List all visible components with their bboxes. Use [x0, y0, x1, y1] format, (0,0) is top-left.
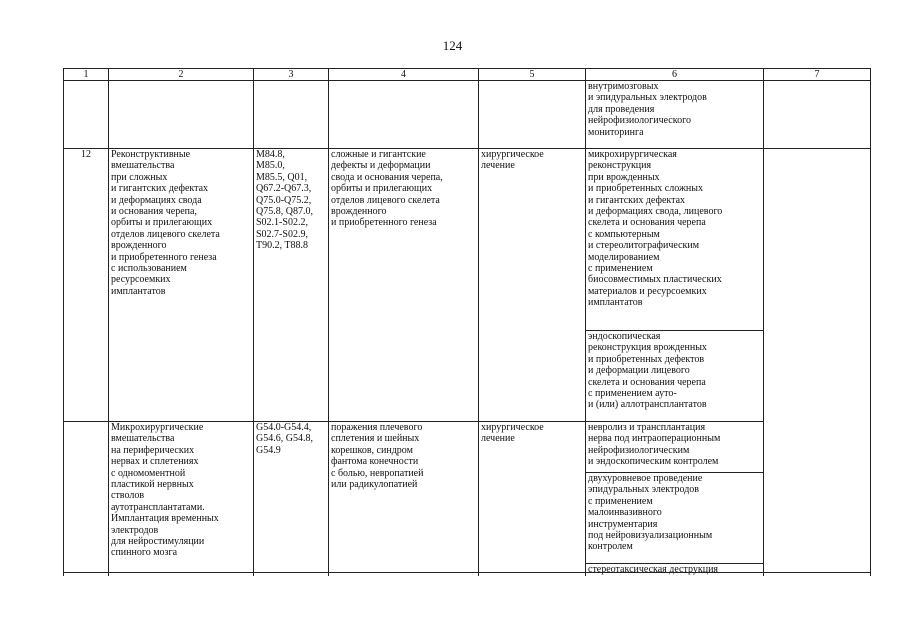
method-cell: внутримозговых и эпидуральных электродов для проведения нейрофизиологического мониторинга — [586, 81, 764, 149]
patient-model: поражения плечевого сплетения и шейных корешков, синдром фантома конечности с болью, невропатией или радикулопатией — [329, 422, 479, 576]
patient-model: сложные и гигантские дефекты и деформации свода и основания черепа, орбиты и прилегающих отделов лицевого скелета врожденного и приобретенного генеза — [329, 149, 479, 422]
method-cell: эндоскопическая реконструкция врожденных и приобретенных дефектов и деформации лицевого скелета и основания черепа с применением ауто- и (или) аллотрансплантатов — [586, 331, 764, 422]
column-header: 3 — [254, 69, 329, 81]
treatment-type: хирургическое лечение — [479, 149, 586, 422]
empty-cell — [64, 422, 109, 576]
column-header: 7 — [764, 69, 871, 81]
column-number-row — [64, 69, 871, 81]
table-row-13a — [64, 422, 871, 473]
column-header: 1 — [64, 69, 109, 81]
column-header: 5 — [479, 69, 586, 81]
column-header: 4 — [329, 69, 479, 81]
column-header: 6 — [586, 69, 764, 81]
intervention-name: Микрохирургические вмешательства на периферических нервах и сплетениях с одномоментной пластикой нервных стволов аутотрансплантатами. Имплантация временных электродов для нейростимуляции спинного мозга — [109, 422, 254, 576]
empty-cell — [764, 149, 871, 576]
table-row-12a — [64, 149, 871, 331]
method-cell: невролиз и трансплантация нерва под интраоперационным нейрофизиологическим и эндоскопическим контролем — [586, 422, 764, 473]
empty-cell — [329, 81, 479, 149]
empty-cell — [64, 81, 109, 149]
empty-cell — [254, 81, 329, 149]
row-number: 12 — [64, 149, 109, 422]
icd-codes: M84.8, M85.0, M85.5, Q01, Q67.2-Q67.3, Q75.0-Q75.2, Q75.8, Q87.0, S02.1-S02.2, S02.7-S02.9, T90.2, T88.8 — [254, 149, 329, 422]
page-number: 124 — [442, 38, 463, 53]
medical-care-table — [63, 68, 871, 576]
column-header: 2 — [109, 69, 254, 81]
empty-cell — [764, 81, 871, 149]
method-cell: стереотаксическая деструкция — [586, 564, 764, 576]
method-cell: микрохирургическая реконструкция при врожденных и приобретенных сложных и гигантских дефектах и деформациях свода, лицевого скелета и основания черепа с компьютерным и стереолитографическим моделированием с применением биосовместимых пластических материалов и ресурсоемких имплантатов — [586, 149, 764, 331]
table-bottom-border — [63, 572, 870, 573]
continuation-row — [64, 81, 871, 149]
empty-cell — [479, 81, 586, 149]
empty-cell — [109, 81, 254, 149]
icd-codes: G54.0-G54.4, G54.6, G54.8, G54.9 — [254, 422, 329, 576]
treatment-type: хирургическое лечение — [479, 422, 586, 576]
intervention-name: Реконструктивные вмешательства при сложных и гигантских дефектах и деформациях свода и основания черепа, орбиты и прилегающих отделов лицевого скелета врожденного и приобретенного генеза с использованием ресурсоемких имплантатов — [109, 149, 254, 422]
method-cell: двухуровневое проведение эпидуральных электродов с применением малоинвазивного инструментария под нейровизуализационным контролем — [586, 473, 764, 564]
